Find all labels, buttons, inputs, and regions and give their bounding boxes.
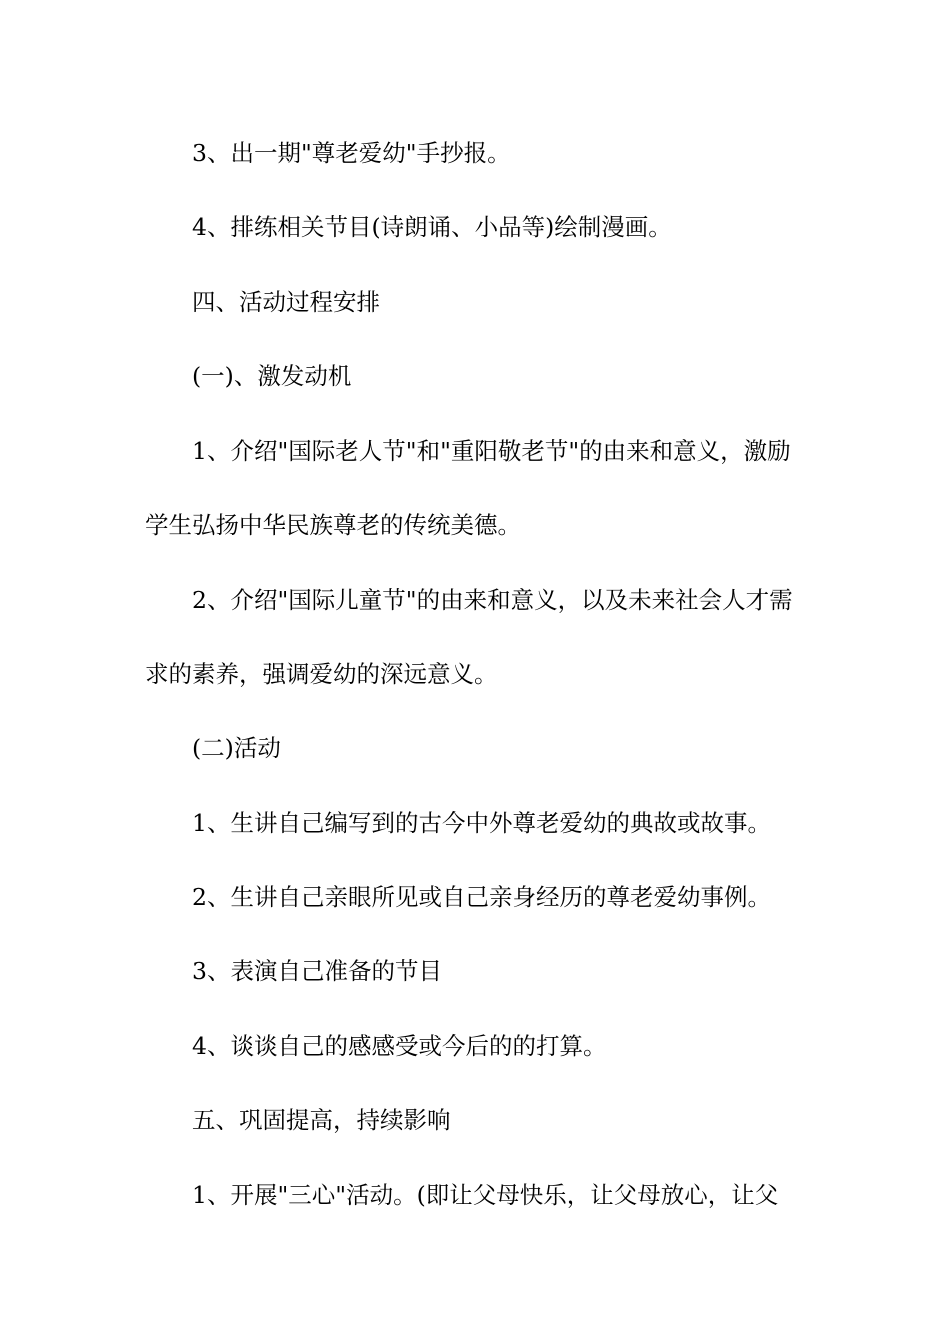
section-heading: 五、巩固提高，持续影响	[192, 1106, 451, 1134]
text-line: 2、介绍"国际儿童节"的由来和意义，以及未来社会人才需	[192, 586, 793, 614]
subsection-heading: (二)活动	[192, 734, 281, 762]
text-line: 1、生讲自己编写到的古今中外尊老爱幼的典故或故事。	[192, 809, 771, 837]
section-heading: 四、活动过程安排	[192, 288, 380, 316]
text-line: 3、出一期"尊老爱幼"手抄报。	[192, 139, 511, 167]
text-line: 3、表演自己准备的节目	[192, 957, 442, 985]
subsection-heading: (一)、激发动机	[192, 362, 352, 390]
text-line: 4、谈谈自己的感感受或今后的的打算。	[192, 1032, 607, 1060]
text-line: 4、排练相关节目(诗朗诵、小品等)绘制漫画。	[192, 213, 672, 241]
text-line-continuation: 学生弘扬中华民族尊老的传统美德。	[145, 511, 521, 539]
text-line: 1、介绍"国际老人节"和"重阳敬老节"的由来和意义，激励	[192, 437, 791, 465]
text-line-continuation: 求的素养，强调爱幼的深远意义。	[145, 660, 498, 688]
text-line: 1、开展"三心"活动。(即让父母快乐，让父母放心，让父	[192, 1181, 779, 1209]
text-line: 2、生讲自己亲眼所见或自己亲身经历的尊老爱幼事例。	[192, 883, 771, 911]
